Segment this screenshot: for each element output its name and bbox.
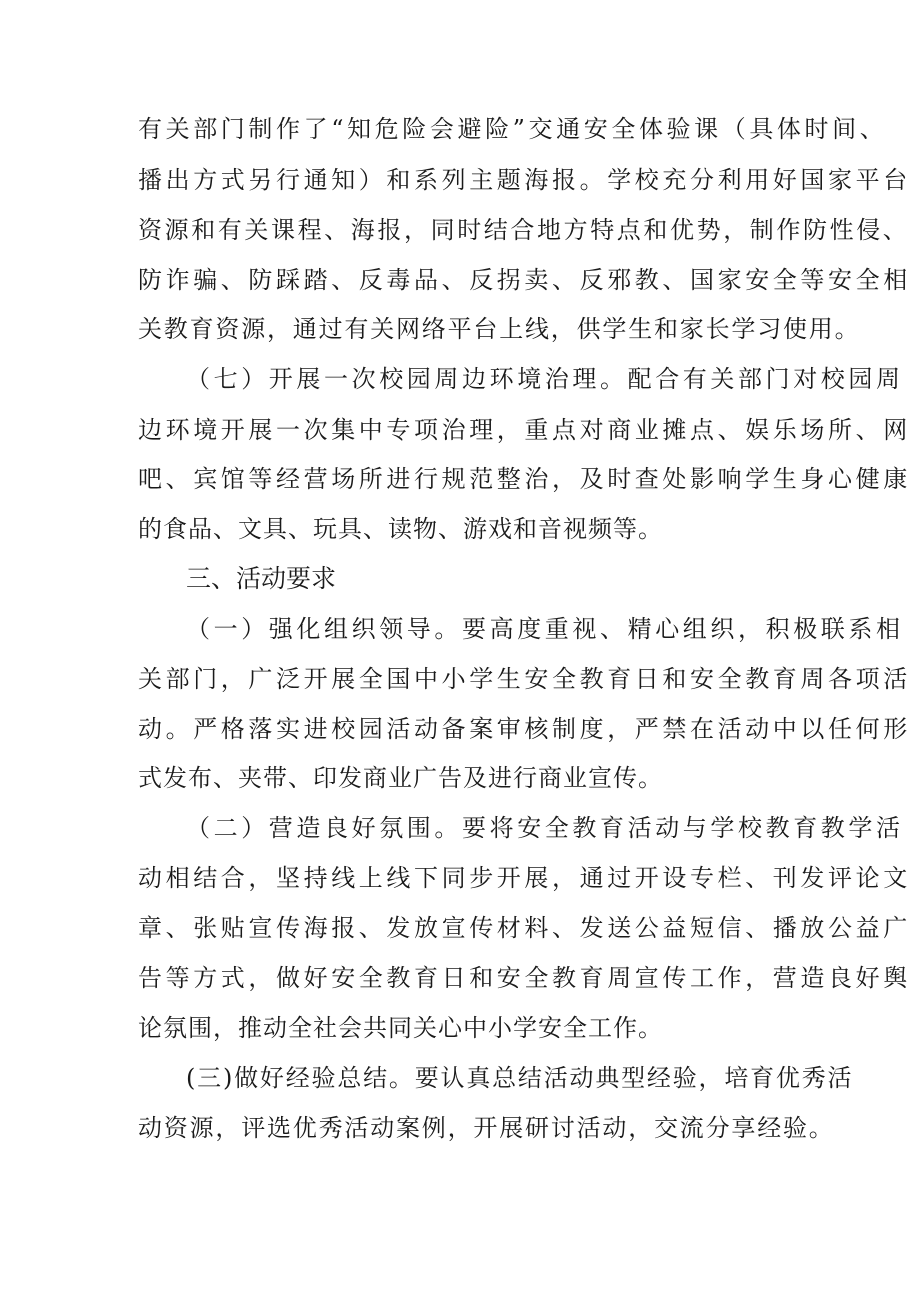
paragraph-3-line-4: 式发布、夹带、印发商业广告及进行商业宣传。 (138, 764, 663, 792)
paragraph-5-line-2: 动资源，评选优秀活动案例，开展研讨活动，交流分享经验。 (138, 1114, 835, 1142)
paragraph-4-line-2: 动相结合，坚持线上线下同步开展，通过开设专栏、刊发评论文 (138, 864, 911, 892)
paragraph-4-line-1: （二）营造良好氛围。要将安全教育活动与学校教育教学活 (186, 814, 904, 842)
paragraph-3-line-1: （一）强化组织领导。要高度重视、精心组织，积极联系相 (186, 615, 904, 643)
paragraph-2-line-2: 边环境开展一次集中专项治理，重点对商业摊点、娱乐场所、网 (138, 416, 911, 444)
paragraph-1-line-1: 有关部门制作了“知危险会避险”交通安全体验课（具体时间、 (138, 115, 888, 143)
paragraph-4-line-3: 章、张贴宣传海报、发放宣传材料、发送公益短信、播放公益广 (138, 914, 911, 942)
paragraph-1-line-5: 关教育资源，通过有关网络平台上线，供学生和家长学习使用。 (138, 315, 861, 343)
paragraph-1-line-3: 资源和有关课程、海报，同时结合地方特点和优势，制作防性侵、 (138, 216, 910, 244)
paragraph-4-line-5: 论氛围，推动全社会共同关心中小学安全工作。 (138, 1014, 663, 1042)
paragraph-3-line-3: 动。严格落实进校园活动备案审核制度，严禁在活动中以任何形 (138, 715, 911, 743)
paragraph-2-line-4: 的食品、文具、玩具、读物、游戏和音视频等。 (138, 515, 663, 543)
section-heading: 三、活动要求 (186, 564, 337, 593)
paragraph-5-line-1: (三)做好经验总结。要认真总结活动典型经验，培育优秀活 (186, 1064, 854, 1092)
paragraph-1-line-2: 播出方式另行通知）和系列主题海报。学校充分利用好国家平台 (138, 166, 911, 194)
paragraph-4-line-4: 告等方式，做好安全教育日和安全教育周宣传工作，营造良好舆 (138, 964, 911, 992)
paragraph-2-line-1: （七）开展一次校园周边环境治理。配合有关部门对校园周 (186, 365, 904, 393)
paragraph-1-line-4: 防诈骗、防踩踏、反毒品、反拐卖、反邪教、国家安全等安全相 (138, 266, 911, 294)
paragraph-3-line-2: 关部门，广泛开展全国中小学生安全教育日和安全教育周各项活 (138, 665, 911, 693)
paragraph-2-line-3: 吧、宾馆等经营场所进行规范整治，及时查处影响学生身心健康 (138, 465, 911, 493)
